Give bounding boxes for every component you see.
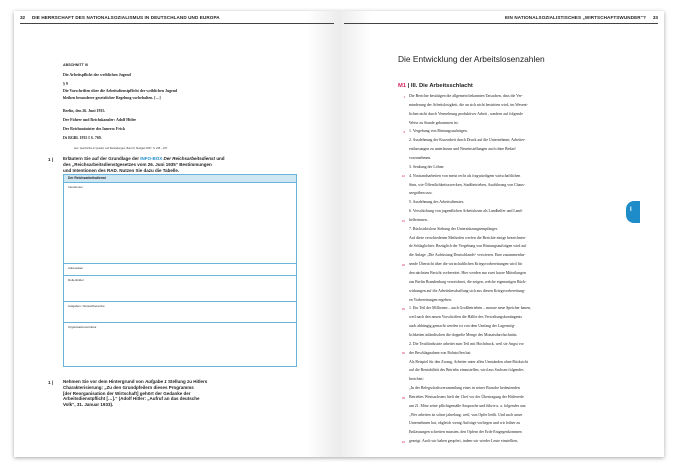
text-line: die Anlage „Die Aufrüstung Deutschlands“ verwiesen. Eine zusammenfas-	[409, 253, 526, 258]
text-line: 3. Senkung der Löhne.	[409, 164, 445, 169]
text-line: den nächsten Bericht vorbereitet. Hier werden nur zwei kurze Mitteilungen	[409, 271, 526, 275]
text-line: gezeigt. Auch wir haben geopfert, indem wir wieder Leute einstellten,	[409, 439, 518, 444]
table-row[interactable]: Aufgaben / Einsatzbereiche	[64, 302, 296, 323]
source-citation: Aus: Geschichte in Quellen und Darstellungen, Band 9, Stuttgart 2007, S. 235 – 237.	[74, 147, 168, 150]
text-line: de Schlaglichter. Bezüglich der Vergebung von Rüstungsaufträgen wird auf	[409, 244, 527, 249]
line-number: 10	[401, 174, 405, 179]
text-line: Entlassungen schreiten mussten, den Opfern der Erde Entgegenkommen	[409, 430, 522, 435]
page-title: Die Entwicklung der Arbeitslosenzahlen	[398, 54, 545, 64]
text-line: Betriebes Westsachsens hielt der Chef vor der Übertragung der Hitlerrede	[409, 394, 524, 399]
running-head: DIE HERRSCHAFT DES NATIONALSOZIALISMUS IN DEUTSCHLAND UND EUROPA	[32, 15, 220, 20]
text-line: vorzunehmen.	[409, 155, 432, 160]
text-line: 1. Vergebung von Rüstungsaufträgen.	[409, 129, 468, 134]
book-spread	[14, 11, 664, 457]
line-number: 15	[401, 218, 405, 223]
task-1-text: Erläutern Sie auf der Grundlage der INFO-BOX Der Reichsarbeitsdienst und des „Reichsarbeitsdienstgesetzes vom 26. Juni 1935“ Bestimmungen und Intentionen des RAD. Nutzen Sie dazu die Tabelle.	[63, 156, 225, 173]
text-line: seegräben usw.	[409, 191, 433, 196]
text-line: wirkungen auf die Arbeitsbeschaffung sich aus diesen Kriegsvorbereitung-	[409, 288, 526, 293]
section-label: ABSCHNITT III	[63, 63, 88, 67]
text-line: entlassungen zu unterlassen und Neueinstellungen auch ohne Bedarf	[409, 147, 516, 152]
task-number: 1 |	[48, 380, 54, 385]
line-number: 35	[401, 395, 405, 400]
document-paragraph-mark: § 9	[63, 82, 68, 86]
text-line: Als Beispiel für den Zwang, Arbeiter unter allen Umständen ohne Rücksicht	[409, 359, 528, 364]
text-line: 5. Ausdehnung des Arbeitsdienstes.	[409, 200, 465, 205]
task-number: 1 |	[48, 157, 54, 162]
text-line: Auf diese verschiedenen Methoden werfen die Berichte einige bezeichnen-	[409, 235, 526, 240]
text-line: lichkeiten inländischen die doppelte Menge des Monatsdurchschnitts.	[409, 332, 518, 337]
document-date: Berlin, den 26. Juni 1935.	[63, 109, 106, 113]
table-header: Der Reichsarbeitsdienst	[64, 175, 296, 183]
line-number: 5	[403, 130, 405, 134]
text-line: der Beschlagnahme von Rohstoffen hat.	[409, 350, 472, 355]
header-rule	[344, 23, 658, 24]
document-line: Die Vorschriften über die Arbeitsdienstpflicht der weiblichen Jugend	[63, 89, 178, 93]
text-line: aus Berlin Brandenburg verzeichnet, die zeigen, welche eigenartigen Rück-	[409, 279, 527, 284]
table-row[interactable]: Intentionen	[64, 183, 296, 264]
text-line: helferinnen.	[409, 217, 428, 222]
text-line: Weise zu Stande gekommen ist:	[409, 120, 459, 125]
text-line: en Vorbereitungen ergeben:	[409, 297, 452, 302]
page-number: 32	[20, 15, 26, 20]
text-line: 1. Ein Teil der Millionen – auch Großbetrieben – musste neue Speicher bauen,	[409, 306, 531, 311]
line-number: 40	[401, 439, 405, 444]
table-row[interactable]: Organisationsstruktur	[68, 325, 97, 329]
text-line: 2. Die Textilindustrie arbeitet zum Teil mit Hochdruck, weil sie Angst vor	[409, 341, 524, 346]
running-head: EIN NATIONALSOZIALISTISCHES „WIRTSCHAFTSWUNDER“?	[505, 15, 646, 20]
text-line: 2. Ausdehnung der Kurzarbeit durch Druck auf die Unternehmer, Arbeiter-	[409, 138, 526, 143]
text-line: am 21. März seine pflichtgemäße Ansprache und führte u. a. folgendes aus:	[409, 403, 527, 408]
rad-table	[63, 174, 297, 367]
table-row[interactable]: Adressaten	[64, 264, 296, 276]
text-line: lichen nicht durch Vermehrung produktiver Arbeit , sondern auf folgende	[409, 111, 523, 116]
document-reference: Dt RGBl. 1935 I S. 769.	[63, 136, 102, 140]
text-line: 7. Rücksichtslose Siebung der Unterstützungsempfänger.	[409, 226, 498, 231]
header-rule	[20, 23, 334, 24]
line-number: 25	[401, 307, 405, 311]
line-number: 1	[403, 94, 405, 99]
chapter-tab[interactable]: I	[626, 201, 640, 223]
page-number: 33	[652, 15, 658, 20]
document-line: bleiben besonderer gesetzlicher Regelung vorbehalten. […]	[63, 96, 161, 100]
text-line: minderung der Arbeitslosigkeit, die an sich nicht bestritten wird, im Wesent-	[409, 102, 528, 107]
text-line: 4. Notstandsarbeiten von meist recht als fragwürdigem wirtschaftlichen	[409, 173, 521, 178]
infobox-link[interactable]: INFO-BOX	[140, 156, 163, 161]
text-line: sende Übersicht über die wirtschaftlichen Kriegsvorbereitungen wird für	[409, 262, 523, 267]
table-row[interactable]: Rollenbilder	[64, 276, 296, 302]
text-line: „Wer arbeiten ist schon jahrelang, weil, was Opfer heißt. Und auch unser	[409, 412, 523, 417]
text-line: 6. Verschickung von jugendlichen Arbeitslosen als Landhelfer und Land-	[409, 209, 523, 214]
text-line: Unternehmen hat, obgleich wenig Aufträge vorliegen und wir früher zu	[409, 421, 521, 426]
text-line: berichtet:	[409, 377, 424, 382]
material-label: M1 | III. Die Arbeitsschlacht	[398, 83, 473, 89]
text-line: Sinn, wie Öffentlichkeitszwecken, Stadtbetrieben, Ausführung von Chaus-	[409, 182, 526, 187]
text-line: weil nach den neuen Vorschriften die Hälfte des Verwaltungskontingents	[409, 315, 523, 320]
line-number: 30	[401, 351, 405, 356]
text-line: Die Berichte bestätigen die allgemein bekannten Tatsachen, dass die Ver-	[409, 94, 523, 98]
text-line: auf die Rentabilität des Betriebs einzustellen, wird aus Sachsen folgendes	[409, 368, 524, 373]
document-heading: Die Arbeitspflicht der weiblichen Jugend	[63, 73, 131, 77]
text-line: auch abhängig gemacht werden ist von dem Umfang der Lagermög-	[409, 324, 516, 329]
right-page	[339, 11, 664, 457]
document-signatory: Der Reichsminister des Innern: Frick	[63, 127, 126, 131]
left-page	[14, 11, 339, 457]
line-number: 20	[401, 262, 405, 267]
document-signatory: Der Führer und Reichskanzler: Adolf Hitler	[63, 118, 137, 122]
text-line: „In der Belegschaftsversammlung eines in seiner Branche bedeutenden	[409, 386, 520, 391]
task-2-text: Nehmen Sie vor dem Hintergrund von Aufgabe 1 Stellung zu Hitlers Charakterisierung: „Zu den Grundpfeilern dieses Programms [der Reorganisation der Wirtschaft] gehört der Gedanke der Arbeitsdienstpflicht […].“ (Adolf Hitler: „Aufruf an das deutsche Volk“, 31. Januar 1933).	[63, 379, 208, 408]
